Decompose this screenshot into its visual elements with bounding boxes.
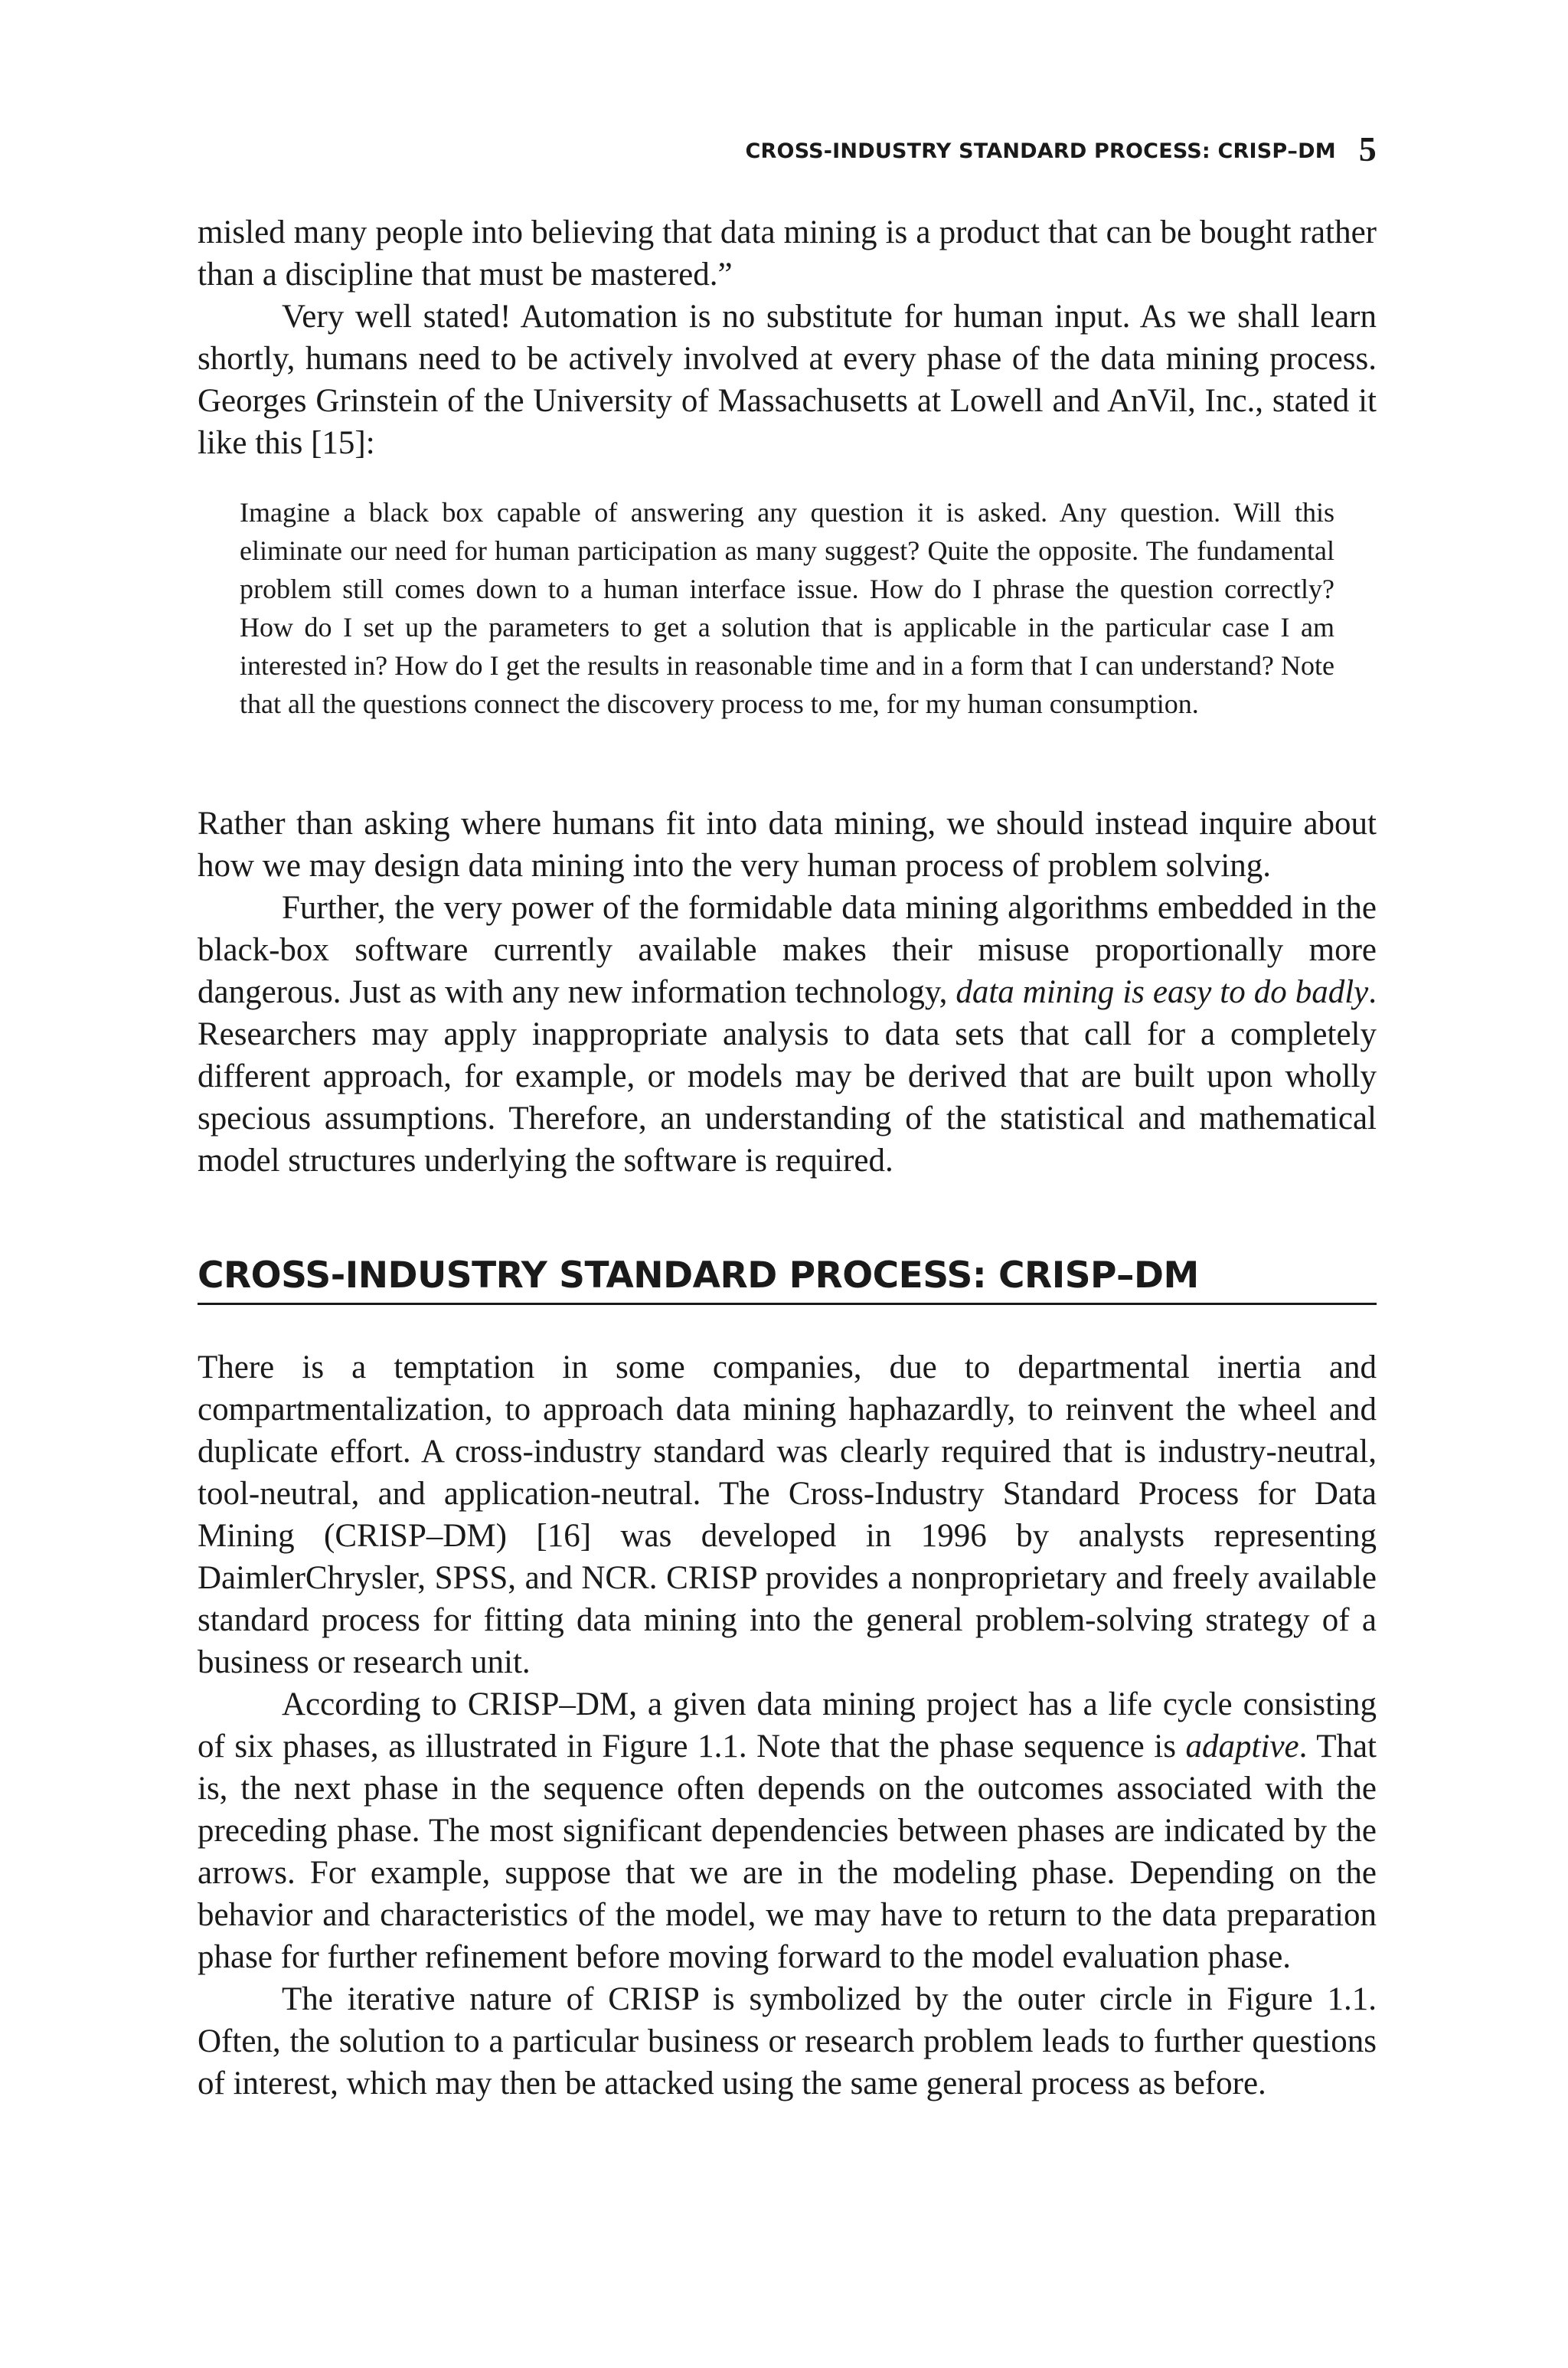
paragraph-further-text-2: . Researchers may apply inappropriate analysis to data sets that call for a completely different approach, for example, or models may be derived that are built upon wholly specious assumptions. Therefore, an understanding of the statistical and mathematical model structures underlying the software is required. (198, 974, 1377, 1179)
body-block-3 (198, 1346, 1377, 2105)
paragraph-rather-than: Rather than asking where humans fit into data mining, we should instead inquire about how we may design data mining into the very human process of problem solving. (198, 806, 1377, 884)
body-block-1 (198, 211, 1377, 464)
paragraph-according-emphasis: adaptive (1185, 1729, 1299, 1765)
section-heading: CROSS-INDUSTRY STANDARD PROCESS: CRISP–DM (198, 1254, 1377, 1305)
paragraph-temptation: There is a temptation in some companies, due to departmental inertia and compartmentalization, to approach data mining haphazardly, to reinvent the wheel and duplicate effort. A cross-industry standard was clearly required that is industry-neutral, tool-neutral, and application-neutral. The Cross-Industry Standard Process for Data Mining (CRISP–DM) [16] was developed in 1996 by analysts representing DaimlerChrysler, SPSS, and NCR. CRISP provides a nonproprietary and freely available standard process for fitting data mining into the general problem-solving strategy of a business or research unit. (198, 1349, 1377, 1680)
paragraph-further (198, 887, 1377, 1182)
block-quote (240, 493, 1334, 723)
paragraph-further-text-1: Further, the very power of the formidable data mining algorithms embedded in the black-box software currently available makes their misuse proportionally more dangerous. Just as with any new information technology, (198, 890, 1377, 1010)
paragraph-iterative-nature: The iterative nature of CRISP is symbolized by the outer circle in Figure 1.1. Often, the solution to a particular business or research problem leads to further questions of interest, which may then be attacked using the same general process as before. (198, 1981, 1377, 2101)
running-title: CROSS-INDUSTRY STANDARD PROCESS: CRISP–DM (745, 139, 1336, 163)
body-block-2 (198, 803, 1377, 1182)
paragraph-according-to (198, 1683, 1377, 1978)
page-number: 5 (1358, 129, 1377, 168)
running-header (198, 129, 1377, 169)
paragraph-further-emphasis: data mining is easy to do badly (956, 974, 1369, 1010)
paragraph-according-text-1: According to CRISP–DM, a given data mining project has a life cycle consisting of six phases, as illustrated in Figure 1.1. Note that the phase sequence is (198, 1686, 1377, 1765)
paragraph-according-text-2: . That is, the next phase in the sequence often depends on the outcomes associated with the preceding phase. The most significant dependencies between phases are indicated by the arrows. For example, suppose that we are in the modeling phase. Depending on the behavior and characteristics of the model, we may have to return to the data preparation phase for further refinement before moving forward to the model evaluation phase. (198, 1729, 1377, 1975)
block-quote-text: Imagine a black box capable of answering any question it is asked. Any question. Will this eliminate our need for human participation as many suggest? Quite the opposite. The fundamental problem still comes down to a human interface issue. How do I phrase the question correctly? How do I set up the parameters to get a solution that is applicable in the particular case I am interested in? How do I get the results in reasonable time and in a form that I can understand? Note that all the questions connect the discovery process to me, for my human consumption. (240, 497, 1334, 719)
paragraph-continued: misled many people into believing that data mining is a product that can be bought rather than a discipline that must be mastered.” (198, 214, 1377, 293)
paragraph-very-well-stated: Very well stated! Automation is no substitute for human input. As we shall learn shortly, humans need to be actively involved at every phase of the data mining process. Georges Grinstein of the University of Massachusetts at Lowell and AnVil, Inc., stated it like this [15]: (198, 299, 1377, 461)
